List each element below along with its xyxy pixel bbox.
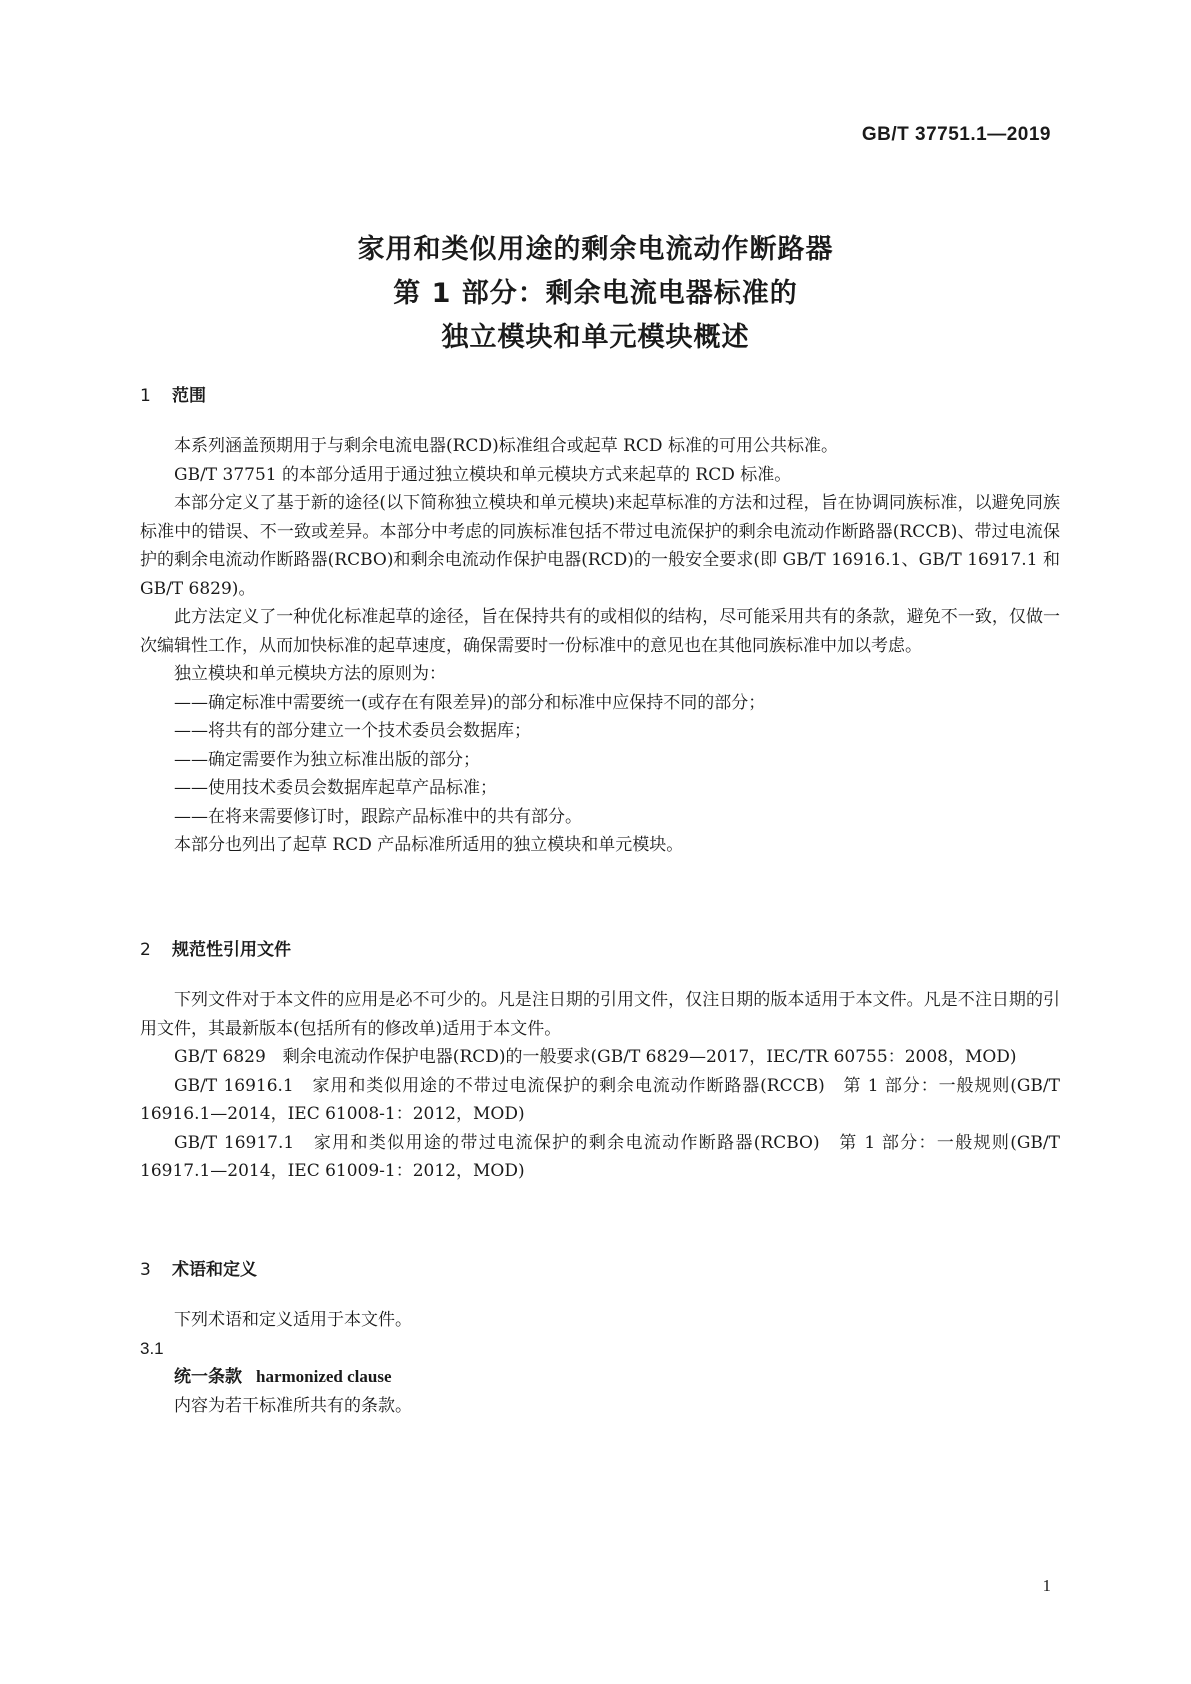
section-3-body [140, 1306, 1060, 1420]
paragraph: 下列文件对于本文件的应用是必不可少的。凡是注日期的引用文件，仅注日期的版本适用于本文件。凡是不注日期的引用文件，其最新版本(包括所有的修改单)适用于本文件。 [140, 990, 1060, 1039]
paragraph: 本系列涵盖预期用于与剩余电流电器(RCD)标准组合或起草 RCD 标准的可用公共标准。 [174, 436, 838, 456]
section-3-heading [140, 1255, 257, 1280]
list-item: ——确定标准中需要统一(或存在有限差异)的部分和标准中应保持不同的部分； [174, 692, 766, 713]
title-line-1: 家用和类似用途的剩余电流动作断路器 [357, 234, 834, 265]
section-2-body [140, 986, 1060, 1186]
paragraph: 本部分定义了基于新的途径(以下简称独立模块和单元模块)来起草标准的方法和过程，旨在协调同族标准，以避免同族标准中的错误、不一致或差异。本部分中考虑的同族标准包括不带过电流保护的剩余电流动作断路器(RCCB)、带过电流保护的剩余电流动作断路器(RCBO)和剩余电流动作保护电器(RCD)的一般安全要求(即 GB/T 16916.1、GB/T 16917.1 和 GB/T 6829)。 [140, 493, 1060, 599]
reference-item: GB/T 16916.1 家用和类似用途的不带过电流保护的剩余电流动作断路器(RCCB) 第 1 部分：一般规则(GB/T 16916.1—2014，IEC 61008-1：2012，MOD) [140, 1075, 1060, 1124]
list-item: ——在将来需要修订时，跟踪产品标准中的共有部分。 [174, 806, 582, 827]
document-title [0, 228, 1191, 360]
list-item: ——确定需要作为独立标准出版的部分； [174, 749, 480, 770]
term-number: 3.1 [140, 1338, 164, 1358]
term-name-zh: 统一条款 [174, 1367, 242, 1387]
term-name-en: harmonized clause [256, 1367, 392, 1386]
paragraph: GB/T 37751 的本部分适用于通过独立模块和单元模块方式来起草的 RCD 标准。 [174, 464, 792, 485]
term-name [140, 1363, 1060, 1392]
paragraph: 独立模块和单元模块方法的原则为： [174, 664, 446, 684]
paragraph: 下列术语和定义适用于本文件。 [174, 1310, 412, 1330]
section-2-heading [140, 935, 291, 960]
reference-item: GB/T 6829 剩余电流动作保护电器(RCD)的一般要求(GB/T 6829—2017，IEC/TR 60755：2008，MOD) [174, 1047, 1017, 1067]
list-item: ——使用技术委员会数据库起草产品标准； [174, 778, 497, 798]
section-title: 规范性引用文件 [172, 940, 291, 960]
paragraph: 此方法定义了一种优化标准起草的途径，旨在保持共有的或相似的结构，尽可能采用共有的条款，避免不一致，仅做一次编辑性工作，从而加快标准的起草速度，确保需要时一份标准中的意见也在其他同族标准中加以考虑。 [140, 607, 1060, 656]
paragraph: 本部分也列出了起草 RCD 产品标准所适用的独立模块和单元模块。 [174, 835, 684, 855]
section-number: 2 [140, 940, 151, 960]
term-definition: 内容为若干标准所共有的条款。 [174, 1395, 412, 1416]
reference-item: GB/T 16917.1 家用和类似用途的带过电流保护的剩余电流动作断路器(RCBO) 第 1 部分：一般规则(GB/T 16917.1—2014，IEC 61009-1：2012，MOD) [140, 1132, 1060, 1181]
section-title: 范围 [172, 386, 206, 406]
section-title: 术语和定义 [172, 1260, 257, 1280]
section-number: 1 [140, 386, 151, 406]
section-1-heading [140, 381, 206, 406]
title-line-3: 独立模块和单元模块概述 [441, 322, 750, 353]
list-item: ——将共有的部分建立一个技术委员会数据库； [174, 721, 531, 741]
title-line-2: 第 1 部分：剩余电流电器标准的 [393, 278, 798, 309]
section-number: 3 [140, 1260, 151, 1280]
standard-code: GB/T 37751.1—2019 [861, 124, 1051, 145]
section-1-body [140, 432, 1060, 860]
page-number: 1 [1042, 1576, 1051, 1595]
